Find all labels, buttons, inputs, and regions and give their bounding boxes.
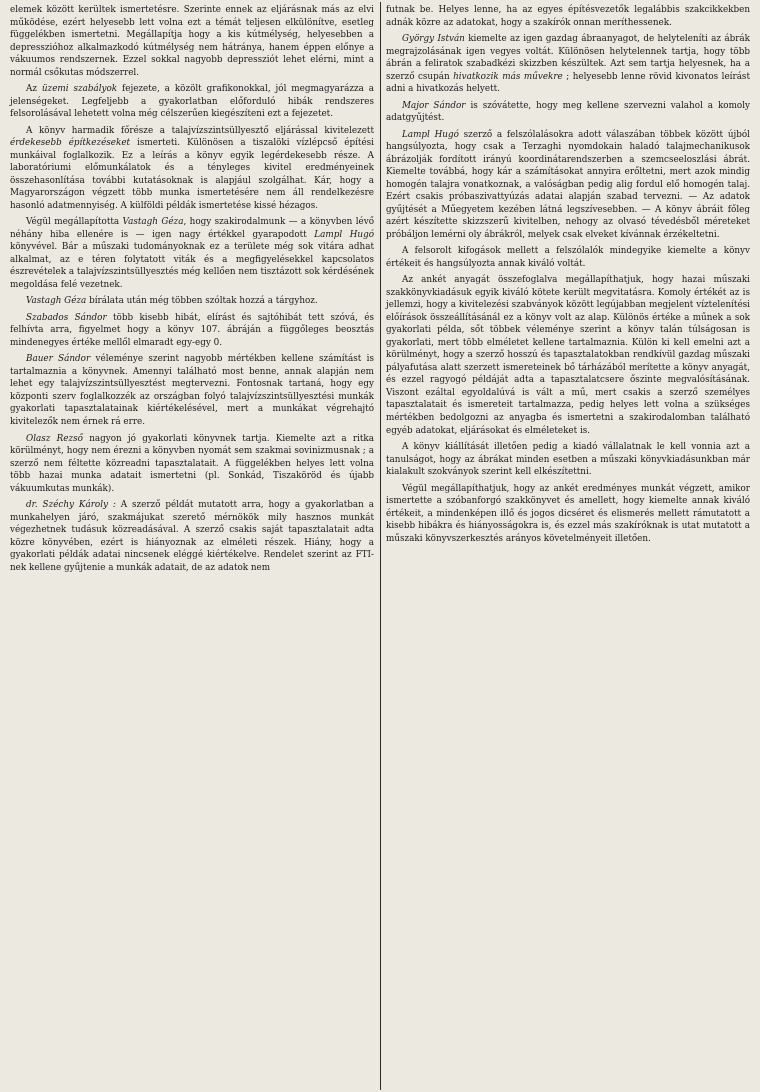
text-segment: szerző a felszólalásokra adott válaszában többek között újból hangsúlyozta, hogy csak a Terzaghi nyomdokain haladó talajmechanikusok ábrázolják fordított irányú koordinátarendszerben a szemcseeloszlási ábrát. Kiemelte továbbá, hogy kár a számításokat annyira erőltetni, mert azok mindig homogén talajra vonatkoznak, a valóságban pedig alig fordul elő homogén talaj. Ezért csakis próbaszivattyúzás adatai alapján szabad tervezni. — Az adatok gyűjtését a Műegyetem kezében látná legszívesebben. — A könyv ábráit főleg azért készítette skizzszerű kivitelben, nehogy az olvasó tévedésből méreteket próbáljon lemérni oly ábrákról, melyek csak elveket kívánnak érzékeltetni.: [386, 129, 750, 240]
right-column: [386, 4, 750, 1092]
italic-name: Major Sándor: [402, 100, 466, 111]
italic-name: Lampl Hugó: [402, 129, 459, 140]
paragraph: [10, 4, 374, 79]
paragraph: [386, 245, 750, 270]
text-segment: bírálata után még többen szóltak hozzá a tárgyhoz.: [86, 296, 318, 307]
paragraph: [386, 100, 750, 125]
column-divider: [380, 2, 381, 1090]
paragraph: [10, 433, 374, 496]
paragraph: [10, 83, 374, 121]
italic-name: üzemi szabályok: [41, 84, 118, 95]
text-segment: véleménye szerint nagyobb mértékben kellene számítást is tartalmaznia a könyvnek. Amennyi található most benne, annak alapján nem lehet egy talajvízszintsüllyesztést megtervezni. Fontosnak tartaná, hogy egy központi szerv foglalkozzék az országban folyó talajvízszintsüllyesztési munkák gyakorlati tapasztalatainak kiértékelésével, mert a munkákat végrehajtó kivitelezők nem érnek rá erre.: [10, 354, 374, 427]
paragraph: [386, 129, 750, 242]
italic-name: hivatkozik más művekre: [453, 71, 563, 82]
italic-name: György István: [402, 34, 465, 45]
text-segment: több kisebb hibát, elírást és sajtóhibát tett szóvá, és felhívta arra, figyelmet hogy a könyv 107. ábráján a függőleges beosztás mindenegyes értéke mellől elmaradt egy-egy 0.: [10, 312, 374, 348]
text-segment: is szóvátette, hogy meg kellene szervezni valahol a komoly adatgyűjtést.: [386, 100, 750, 124]
left-column: [10, 4, 374, 1092]
text-segment: könyvével. Bár a műszaki tudományoknak ez a területe még sok vitára adhat alkalmat, az e téren folytatott viták és a megfigyelésekkel kapcsolatos észrevételek a talajvízszintsüllyesztés még kellően nem tisztázott sok kérdésének megoldása felé vezetnek.: [10, 242, 374, 290]
paragraph: [10, 499, 374, 574]
text-segment: elemek között kerültek ismertetésre. Szerinte ennek az eljárásnak más az elvi működése, ezért helyesebb lett volna ezt a témát teljesen elkülönítve, esetleg függelékben ismertetni. Megállapítja hogy a kis kútmélység, helyesebben a depresszióhoz alkalmazkodó kútmélység nem hátránya, hanem éppen előnye a vákuumos rendszernek. Ezzel sokkal nagyobb depressziót lehet elérni, mint a normál csőkutas módszerrel.: [10, 5, 374, 78]
text-segment: A szerző példát mutatott arra, hogy a gyakorlatban a munkahelyen járó, szakmájukat szerető mérnökök mily hasznos munkát végezhetnek tudásuk közreadásával. A szerző csakis saját tapasztalatait adta közre könyvében, ezért is hiányoznak az elméleti részek. Hiány, hogy a gyakorlati példák adatai nincsenek eléggé kiértékelve. Rendelet szerint az FTI-nek kellene gyűjtenie a munkák adatait, de az adatok nem: [10, 500, 374, 573]
text-segment: kiemelte az igen gazdag ábraanyagot, de helyteleníti az ábrák megrajzolásának igen vegyes voltát. Különösen helytelennek tartja, hogy több ábrán a feliratok szabadkézi skizzben készültek. Azt sem tartja helyesnek, ha a szerző csupán: [386, 34, 750, 82]
italic-name: Vastagh Géza: [26, 296, 87, 307]
text-segment: Végül megállapíthatjuk, hogy az ankét eredményes munkát végzett, amikor ismertette a szóbanforgó szakkönyvet és amellett, hogy kiemelte annak kiváló értékeit, a mindenképen illő és jogos dicséret és elismerés mellett rámutatott a kisebb hibákra és hiányosságokra is, és ezzel más szakíróknak is utat mutatott a műszaki könyvszerkesztés arányos követelményeit illetően.: [386, 483, 750, 544]
text-segment: A könyv kiállítását illetően pedig a kiadó vállalatnak le kell vonnia azt a tanulságot, hogy az ábrákat minden esetben a műszaki könyvkiadásunkban már kialakult szokványok szerint kell elkészítettni.: [386, 442, 750, 478]
italic-name: Olasz Rezső: [26, 433, 83, 444]
paragraph: [386, 4, 750, 29]
paragraph: [10, 312, 374, 350]
text-segment: Végül megállapította: [26, 217, 123, 228]
text-segment: ; helyesebb lenne rövid kivonatos leírást adni a hivatkozás helyett.: [386, 71, 750, 95]
paragraph: [10, 353, 374, 428]
paragraph: [10, 125, 374, 213]
text-segment: Az: [26, 84, 42, 95]
text-segment: , hogy szakirodalmunk — a könyvben lévő néhány hiba ellenére is — igen nagy értékkel gyarapodott: [10, 217, 374, 240]
text-segment: fejezete, a közölt grafikonokkal, jól megmagyarázza a jelenségeket. Legfeljebb a gyakorlatban előforduló hibák rendszeres felsorolásával lehetett volna még célszerűen kiegészíteni ezt a fejezetet.: [10, 84, 374, 120]
text-segment: A könyv harmadik főrésze a talajvízszintsüllyesztő eljárással kivitelezett: [26, 125, 374, 136]
italic-name: érdekesebb építkezéseket: [10, 138, 131, 149]
paragraph: [10, 216, 374, 291]
italic-name: dr. Széchy Károly :: [26, 500, 116, 511]
paragraph: [386, 274, 750, 437]
text-segment: A felsorolt kifogások mellett a felszólalók mindegyike kiemelte a könyv értékeit és hangsúlyozta annak kiváló voltát.: [386, 246, 750, 269]
italic-name: Vastagh Géza: [122, 217, 184, 228]
paragraph: [386, 441, 750, 479]
paragraph: [386, 33, 750, 96]
italic-name: Bauer Sándor: [26, 354, 91, 365]
paragraph: [10, 295, 374, 308]
text-segment: nagyon jó gyakorlati könyvnek tartja. Kiemelte azt a ritka körülményt, hogy nem érezni a könyvben nyomát sem szakmai sovinizmusnak ; a szerző nem féltette közreadni tapasztalatait. A függelékben helyes lett volna több hazai munka adatait ismertetni (pl. Sonkád, Tiszaköröd és újabb vákuumkutas munkák).: [10, 433, 374, 494]
text-segment: Az ankét anyagát összefoglalva megállapíthatjuk, hogy hazai műszaki szakkönyvkiadásuk egyik kiváló kötete került megvitatásra. Komoly értékét az is jellemzi, hogy a kivitelezési szabványok között legújabban megjelent víztelenítési előírások összeállításánál ez a könyv volt az alap. Különös értéke a műnek a sok gyakorlati példa, sőt többek véleménye szerint a könyv talán túlságosan is gyakorlati, mert több elméletet kellene tartalmaznia. Külön ki kell emelni azt a körülményt, hogy a szerző hosszú és tapasztalatokban rendkívül gazdag műszaki pályafutása alatt szerzett ismereteinek bő tárházából merítette a könyv anyagát, és ezzel ragyogó példáját adta a tapasztalatcsere őszinte megvalósításának. Viszont ezáltal egyoldalúvá is vált a mű, mert csakis a szerző személyes tapasztalatait és ismereteit tartalmazza, pedig helyes lett volna a szükséges mértékben bedolgozni az anyagba és ismertetni a szakirodalomban található egyéb adatokat, eljárásokat és elméleteket is.: [386, 275, 750, 436]
paragraph: [386, 483, 750, 546]
text-segment: ismerteti. Különösen a tiszalöki vízlépcső építési munkáival foglalkozik. Ez a leírás a könyv egyik legérdekesebb része. A laboratóriumi előmunkálatok és a tényleges kivitel eredményeinek összehasonlítása további kutatásoknak is alapjául szolgálhat. Kár, hogy a Magyarországon végzett több munka ismertetésére nem áll rendelkezésre hasonló adatmennyiség. A külföldi példák ismertetése kissé hézagos.: [10, 138, 375, 211]
text-segment: futnak be. Helyes lenne, ha az egyes építésvezetők legalábbis szakcikkekben adnák közre az adatokat, hogy a szakírók onnan meríthessenek.: [386, 5, 750, 28]
italic-name: Lampl Hugó: [314, 229, 375, 240]
italic-name: Szabados Sándor: [26, 312, 107, 323]
